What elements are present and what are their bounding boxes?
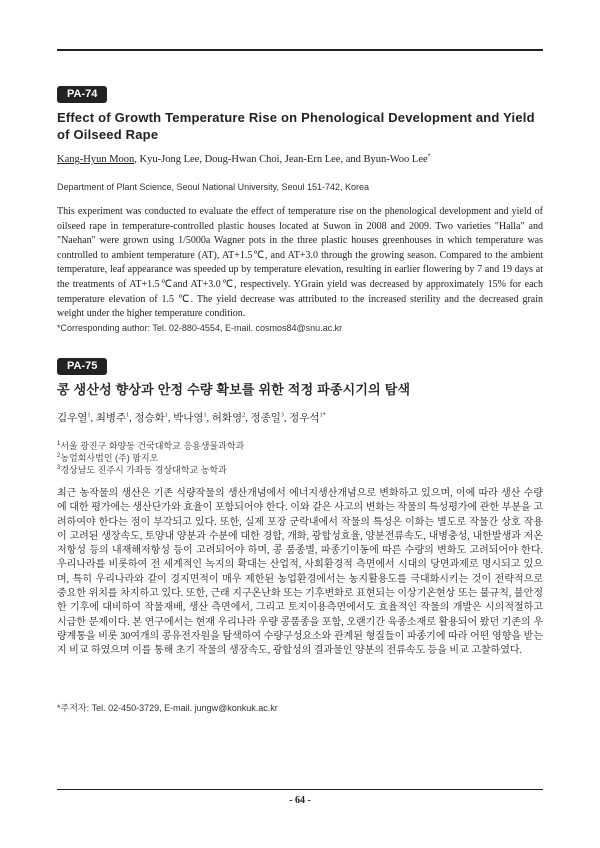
- corresponding-author-pa74: *Corresponding author: Tel. 02-880-4554, E-mail. cosmos84@snu.ac.kr: [57, 323, 343, 333]
- affiliation-text: 농업회사법인 (주) 팜지오: [60, 453, 159, 463]
- page-number: - 64 -: [289, 795, 311, 806]
- bottom-rule: [57, 789, 543, 790]
- abstract-body-pa75: 최근 농작물의 생산은 기존 식량작물의 생산개념에서 에너지생산개념으로 변화하고 있으며, 이에 따라 생산 수량에 대한 평가에는 생산단가와 효율이 포함되어야 한다. 이와 같은 사고의 변화는 작물의 특성평가에 관한 부분을 고려하여야 한다는 점이 부각되고 있다. 또한, 실제 포장 군락내에서 작물의 특성은 이화는 별도로 작물간 상호 작용이 고려된 생장속도, 토양내 양분과 수분에 대한 경합, 개화, 광합성효율, 양분전류속도, 내병충성, 내한발생과 저온저항성 등의 내재해저항성 등이 고려되어야 하며, 콩 품종별, 파종기이동에 따른 수량의 변화도 고려되어야 한다. 우리나라를 비롯하여 전 세계적인 녹지의 확대는 산업적, 사회환경적 측면에서 시대의 당면과제로 명시되고 있으며, 특히 우리나라와 같이 경지면적이 매우 제한된 농업환경에서는 농지활용도를 극대화시키는 것이 전략적으로 중요한 위치를 차지하고 있다. 또한, 근래 지구온난화 또는 기후변화로 표현되는 이상기온현상 또는 불규칙, 불안정한 기후에 대비하여 작물재배, 생산 측면에서, 그리고 토지이용측면에서도 효율적인 작물의 개발은 시의적절하고 시급한 문제이다. 본 연구에서는 현재 우리나라 우량 콩품종을 포함, 오랜기간 육종소재로 활용되어 왔던 기존의 우량계통을 비롯 30여개의 콩유전자원을 탐색하여 수량구성요소와 관계된 형질들이 파종기에 따라 어떤 영향을 받는지 비교 하였으며 이를 통해 초기 작물의 생장속도, 광합성의 결과물인 양분의 전류속도 등을 비교 고찰하였다.: [57, 488, 543, 657]
- affiliation-line: [57, 440, 543, 452]
- abstract-id-badge-pa75: PA-75: [57, 358, 107, 375]
- affiliation-line: [57, 452, 543, 464]
- paper-title-pa74: Effect of Growth Temperature Rise on Phenological Development and Yield of Oilseed Rape: [57, 110, 535, 142]
- corresponding-author-pa75: *주저자: Tel. 02-450-3729, E-mail. jungw@konkuk.ac.kr: [57, 703, 278, 713]
- author-affiliation-mark: 1*: [319, 412, 326, 419]
- author-affiliation-mark: 3: [280, 412, 284, 419]
- author-name: 김우열: [57, 413, 88, 424]
- author-affiliation-mark: 1: [164, 412, 168, 419]
- author-name: , Kyu-Jong Lee, Doug-Hwan Choi, Jean-Ern Lee, and Byun-Woo Lee: [134, 154, 428, 165]
- paper-title-pa75: 콩 생산성 향상과 안정 수량 확보를 위한 적정 파종시기의 탐색: [57, 382, 411, 397]
- affiliation-text: 경상남도 진주시 가좌동 경상대학교 농학과: [60, 465, 227, 475]
- author-affiliation-mark: 1: [87, 412, 91, 419]
- author-affiliation-mark: 1: [203, 412, 207, 419]
- affiliation-mark: 2: [57, 453, 61, 459]
- affiliation-text: 서울 광진구 화양동 건국대학교 응용생물과학과: [60, 441, 245, 451]
- author-affiliation-mark: 2: [242, 412, 246, 419]
- affiliation-mark: 1: [57, 441, 61, 447]
- abstract-body-pa74: This experiment was conducted to evaluate the effect of temperature rise on the phenological development and yield of oilseed rape in temperature-controlled plastic houses located at Suwon in 2008 and 2009. Two varieties "Halla" and "Naehan" were grown using 1/5000a Wagner pots in the three plastic houses greenhouses in which temperature was controlled to ambient temperature (AT), AT+1.5℃, and AT+3.0 through the growing season. Compared to the ambient temperature, leaf appearance was speeded up by temperature elevation, resulting in earlier flowering by 7 and 19 days at the treatments of AT+1.5℃and AT+3.0℃, respectively. YGrain yield was decreased by approximately 15% for each temperature elevation of 1.5 ℃. The yield decrease was attributed to the increased sterility and the decreased grain weight under the higher temperature condition.: [57, 206, 543, 320]
- top-rule: [57, 49, 543, 51]
- affiliation-list-pa75: [57, 440, 543, 476]
- author-name: , 박나영: [167, 413, 204, 424]
- author-name: , 정종일: [245, 413, 281, 424]
- author-affiliation-mark: *: [427, 153, 431, 160]
- author-name: , 최병주: [90, 413, 127, 424]
- author-list-pa75: [57, 412, 543, 426]
- author-affiliation-mark: 1: [126, 412, 130, 419]
- affiliation-mark: 3: [57, 465, 61, 471]
- author-name: , 허화영: [206, 413, 243, 424]
- affiliation-pa74: Department of Plant Science, Seoul National University, Seoul 151-742, Korea: [57, 182, 370, 192]
- author-name: , 정우석: [283, 413, 320, 424]
- author-list-pa74: [57, 153, 543, 167]
- author-name: , 정승화: [129, 413, 165, 424]
- affiliation-line: [57, 464, 543, 476]
- abstract-id-badge-pa74: PA-74: [57, 86, 107, 103]
- author-name: Kang-Hyun Moon: [57, 154, 135, 165]
